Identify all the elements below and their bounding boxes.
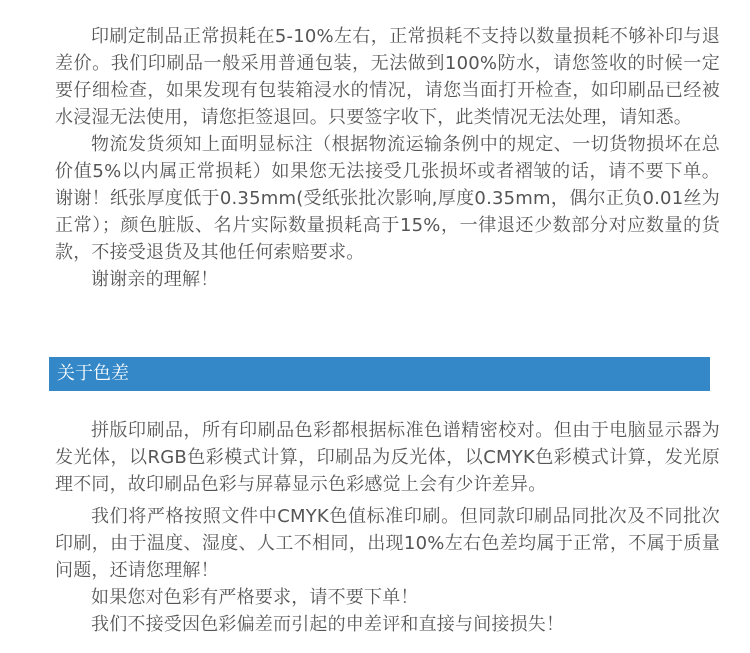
logistics-policy-paragraph: 物流发货须知上面明显标注（根据物流运输条例中的规定、一切货物损坏在总价值5%以内属正常损耗）如果您无法接受几张损坏或者褶皱的话，请不要下单。谢谢！纸张厚度低于0.35mm(受纸张批次影响,厚度0.35mm，偶尔正负0.01丝为正常）；颜色脏版、名片实际数量损耗高于15%，一律退还少数部分对应数量的货款，不接受退货及其他任何索赔要求。: [55, 134, 720, 263]
thanks-paragraph: 谢谢亲的理解！: [91, 269, 219, 290]
no-color-claims-paragraph: 我们不接受因色彩偏差而引起的申差评和直接与间接损失！: [91, 614, 565, 635]
loss-policy-paragraph-1: 印刷定制品正常损耗在5-10%左右，正常损耗不支持以数量损耗不够补印与退差价。我们印刷品一般采用普通包装，无法做到100%防水，请您签收的时候一定要仔细检查，如果发现有包装箱浸水的情况，请您当面打开检查，如印刷品已经被水浸湿无法使用，请您拒签退回。只要签字收下，此类情况无法处理，请知悉。: [55, 26, 720, 128]
loss-policy-section: [55, 23, 720, 293]
color-difference-section: [55, 417, 720, 638]
strict-color-warning-paragraph: 如果您对色彩有严格要求，请不要下单！: [91, 587, 419, 608]
cmyk-standard-paragraph: 我们将严格按照文件中CMYK色值标准印刷。但同款印刷品同批次及不同批次印刷，由于温度、湿度、人工不相同，出现10%左右色差均属于正常，不属于质量问题，还请您理解！: [55, 506, 720, 581]
color-difference-header: 关于色差: [49, 357, 710, 391]
color-calibration-paragraph: 拼版印刷品，所有印刷品色彩都根据标准色谱精密校对。但由于电脑显示器为发光体，以RGB色彩模式计算，印刷品为反光体，以CMYK色彩模式计算，发光原理不同，故印刷品色彩与屏幕显示色彩感觉上会有少许差异。: [55, 420, 720, 495]
